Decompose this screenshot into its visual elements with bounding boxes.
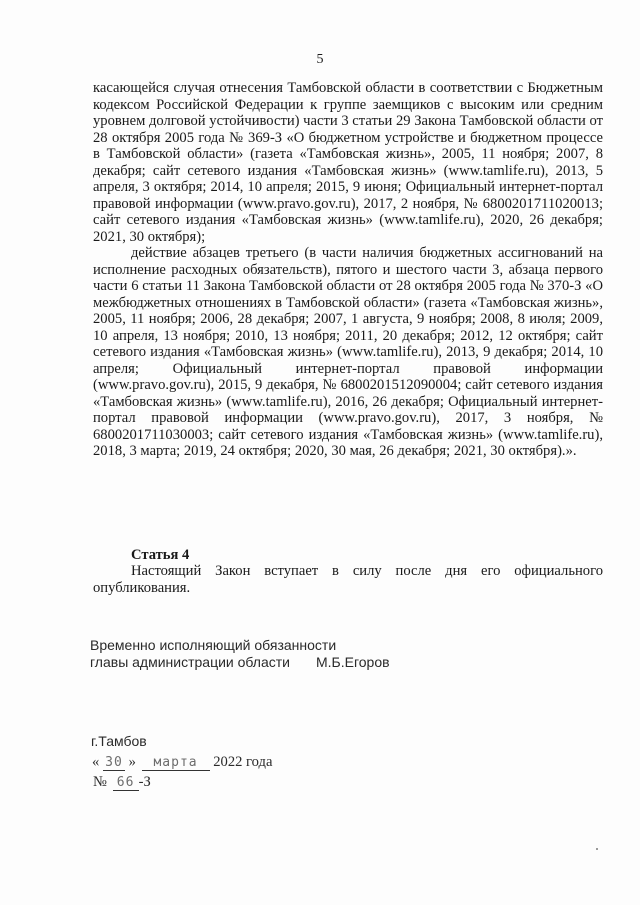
paragraph-budget-process: касающейся случая отнесения Тамбовской области в соответствии с Бюджетным кодексом Российской Федерации к группе заемщиков с высоким или средним уровнем долговой устойчивости) части 3 статьи 29 Закона Тамбовской области от 28 октября 2005 года № 369-З «О бюджетном устройстве и бюджетном процессе в Тамбовской области» (газета «Тамбовская жизнь», 2005, 11 ноября; 2007, 8 декабря; сайт сетевого издания «Тамбовская жизнь» (www.tamlife.ru), 2013, 5 апреля, 3 октября; 2014, 10 апреля; 2015, 9 июня; Официальный интернет-портал правовой информации (www.pravo.gov.ru), 2017, 2 ноября, № 6800201711020013; сайт сетевого издания «Тамбовская жизнь» (www.tamlife.ru), 2020, 26 декабря; 2021, 30 октября); — [93, 80, 603, 245]
paragraph-interbudget-relations: действие абзацев третьего (в части наличия бюджетных ассигнований на исполнение расходных обязательств), пятого и шестого части 3, абзаца первого части 6 статьи 11 Закона Тамбовской области от 28 октября 2005 года № 370-З «О межбюджетных отношениях в Тамбовской области» (газета «Тамбовская жизнь», 2005, 11 ноября; 2006, 28 декабря; 2007, 1 августа, 9 ноября; 2008, 8 июля; 2009, 10 апреля, 13 ноября; 2010, 13 ноября; 2011, 20 декабря; 2012, 12 октября; сайт сетевого издания «Тамбовская жизнь» (www.tamlife.ru), 2013, 9 декабря; 2014, 10 апреля; Официальный интернет-портал правовой информации (www.pravo.gov.ru), 2015, 9 декабря, № 6800201512090004; сайт сетевого издания «Тамбовская жизнь» (www.tamlife.ru), 2016, 26 декабря; Официальный интернет-портал правовой информации (www.pravo.gov.ru), 2017, 3 ноября, № 6800201711030003; сайт сетевого издания «Тамбовская жизнь» (www.tamlife.ru), 2018, 3 марта; 2019, 24 октября; 2020, 30 мая, 26 декабря; 2021, 30 октября).». — [93, 245, 603, 459]
law-number-suffix: -З — [138, 774, 151, 790]
date-month-stamp: марта — [153, 755, 198, 770]
date-month-field — [142, 755, 210, 771]
signing-date — [92, 754, 272, 771]
date-day-stamp: 30 — [105, 755, 123, 770]
signatory-position: главы администрации области — [90, 654, 290, 670]
signature-block — [90, 637, 390, 671]
law-number-stamp: 66 — [116, 775, 135, 790]
article-text: Настоящий Закон вступает в силу после дня его официального опубликования. — [93, 563, 603, 596]
signatory-title-line2 — [90, 654, 390, 671]
place-of-signing: г.Тамбов — [91, 733, 147, 749]
signatory-name: М.Б.Егоров — [316, 654, 390, 670]
law-number-field — [113, 775, 139, 791]
date-year: 2022 года — [213, 754, 273, 770]
signatory-title-line1: Временно исполняющий обязанности — [90, 637, 337, 653]
date-open-quote: « — [92, 754, 100, 770]
law-body-text — [93, 80, 603, 460]
scan-speck — [596, 848, 598, 850]
article-heading: Статья 4 — [131, 547, 190, 563]
law-number-sign: № — [93, 774, 107, 790]
law-number-line — [93, 774, 151, 791]
date-close-quote: » — [128, 754, 136, 770]
date-day-field — [103, 755, 125, 771]
page-number: 5 — [316, 52, 324, 67]
